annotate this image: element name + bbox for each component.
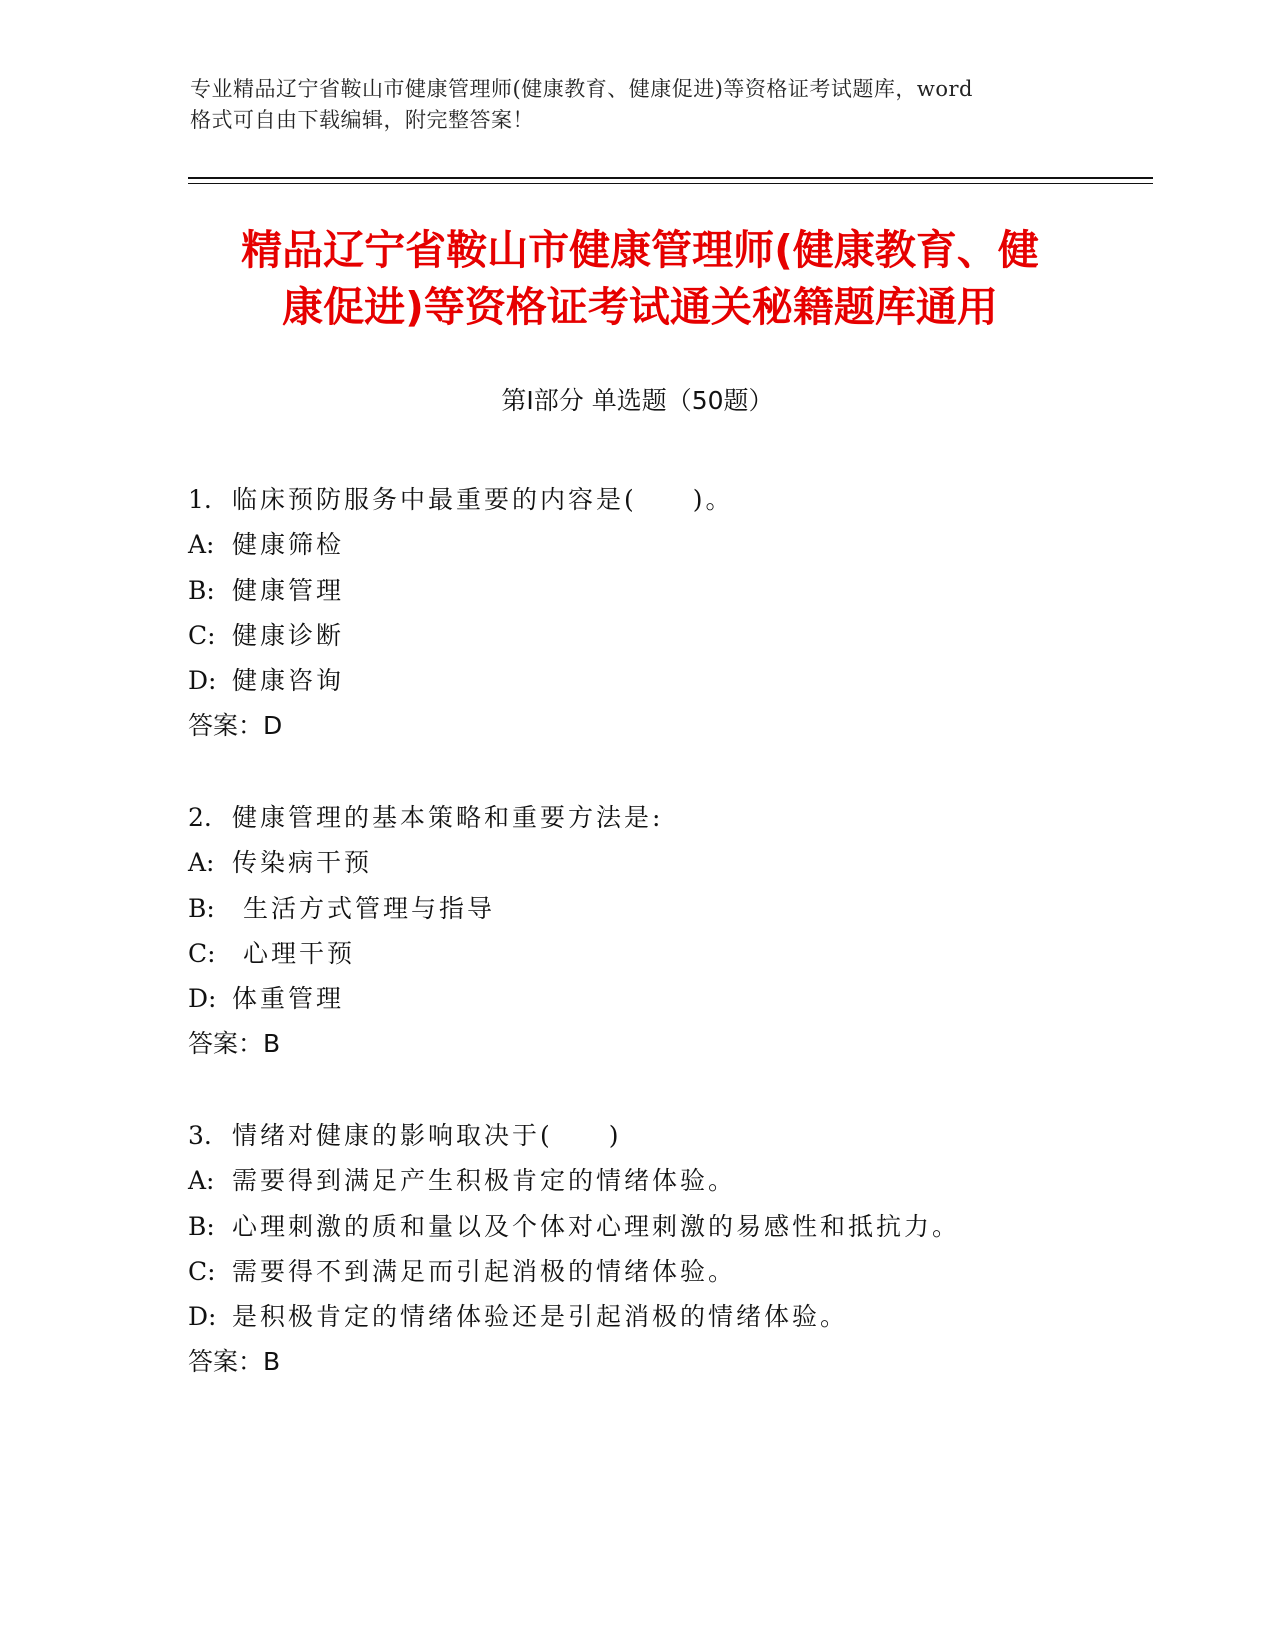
- document-title-line-1: 精品辽宁省鞍山市健康管理师(健康教育、健: [241, 226, 1039, 274]
- option-key: B:: [188, 575, 215, 605]
- answer: 答案：B: [188, 1347, 281, 1377]
- question-number: 3.: [188, 1121, 212, 1150]
- header-note-line-2: 格式可自由下载编辑，附完整答案！: [190, 108, 534, 132]
- header-note: [190, 74, 1090, 136]
- option-key: B:: [188, 1211, 215, 1241]
- option-d: [188, 658, 1148, 703]
- header-note-line-1: 专业精品辽宁省鞍山市健康管理师(健康教育、健康促进)等资格证考试题库，word: [190, 77, 973, 101]
- question-number: 2.: [188, 803, 212, 832]
- option-text: 心理刺激的质和量以及个体对心理刺激的易感性和抵抗力。: [232, 1211, 961, 1241]
- option-key: C:: [188, 1256, 216, 1286]
- option-c: [188, 931, 1148, 976]
- option-a: [188, 522, 1148, 567]
- question-text: 情绪对健康的影响取决于( ): [232, 1121, 622, 1150]
- option-text: 生活方式管理与指导: [232, 893, 495, 923]
- option-key: A:: [188, 530, 215, 560]
- option-d: [188, 1294, 1148, 1339]
- option-key: C:: [188, 620, 216, 650]
- option-text: 是积极肯定的情绪体验还是引起消极的情绪体验。: [232, 1302, 849, 1332]
- option-key: D:: [188, 1302, 217, 1332]
- option-key: A:: [188, 848, 215, 878]
- option-text: 体重管理: [232, 984, 345, 1014]
- option-text: 健康管理: [232, 575, 345, 605]
- option-text: 需要得不到满足而引起消极的情绪体验。: [232, 1256, 737, 1286]
- option-c: [188, 1249, 1148, 1294]
- option-d: [188, 976, 1148, 1021]
- question-text: 临床预防服务中最重要的内容是( )。: [232, 485, 734, 514]
- option-text: 心理干预: [232, 938, 355, 968]
- question-3: [188, 1113, 1148, 1385]
- option-a: [188, 840, 1148, 885]
- option-key: C:: [188, 938, 216, 968]
- question-text: 健康管理的基本策略和重要方法是:: [232, 803, 664, 832]
- header-divider-thin: [188, 183, 1153, 184]
- option-b: [188, 568, 1148, 613]
- option-c: [188, 613, 1148, 658]
- document-title: [180, 222, 1100, 336]
- option-text: 需要得到满足产生积极肯定的情绪体验。: [232, 1166, 737, 1196]
- option-key: D:: [188, 984, 217, 1014]
- option-key: D:: [188, 666, 217, 696]
- option-a: [188, 1158, 1148, 1203]
- question-stem: [188, 795, 1148, 840]
- option-text: 传染病干预: [232, 848, 373, 878]
- option-key: A:: [188, 1166, 215, 1196]
- document-title-line-2: 康促进)等资格证考试通关秘籍题库通用: [282, 283, 998, 331]
- option-text: 健康筛检: [232, 530, 345, 560]
- section-heading: 第Ⅰ部分 单选题（50题）: [501, 386, 774, 415]
- question-stem: [188, 477, 1148, 522]
- question-1: [188, 477, 1148, 749]
- question-2: [188, 795, 1148, 1067]
- option-text: 健康诊断: [232, 620, 345, 650]
- answer: 答案：D: [188, 711, 283, 741]
- option-text: 健康咨询: [232, 666, 345, 696]
- option-b: [188, 1204, 1148, 1249]
- question-number: 1.: [188, 485, 212, 514]
- header-divider-thick: [188, 177, 1153, 179]
- question-stem: [188, 1113, 1148, 1158]
- answer: 答案：B: [188, 1029, 281, 1059]
- option-key: B:: [188, 893, 215, 923]
- option-b: [188, 886, 1148, 931]
